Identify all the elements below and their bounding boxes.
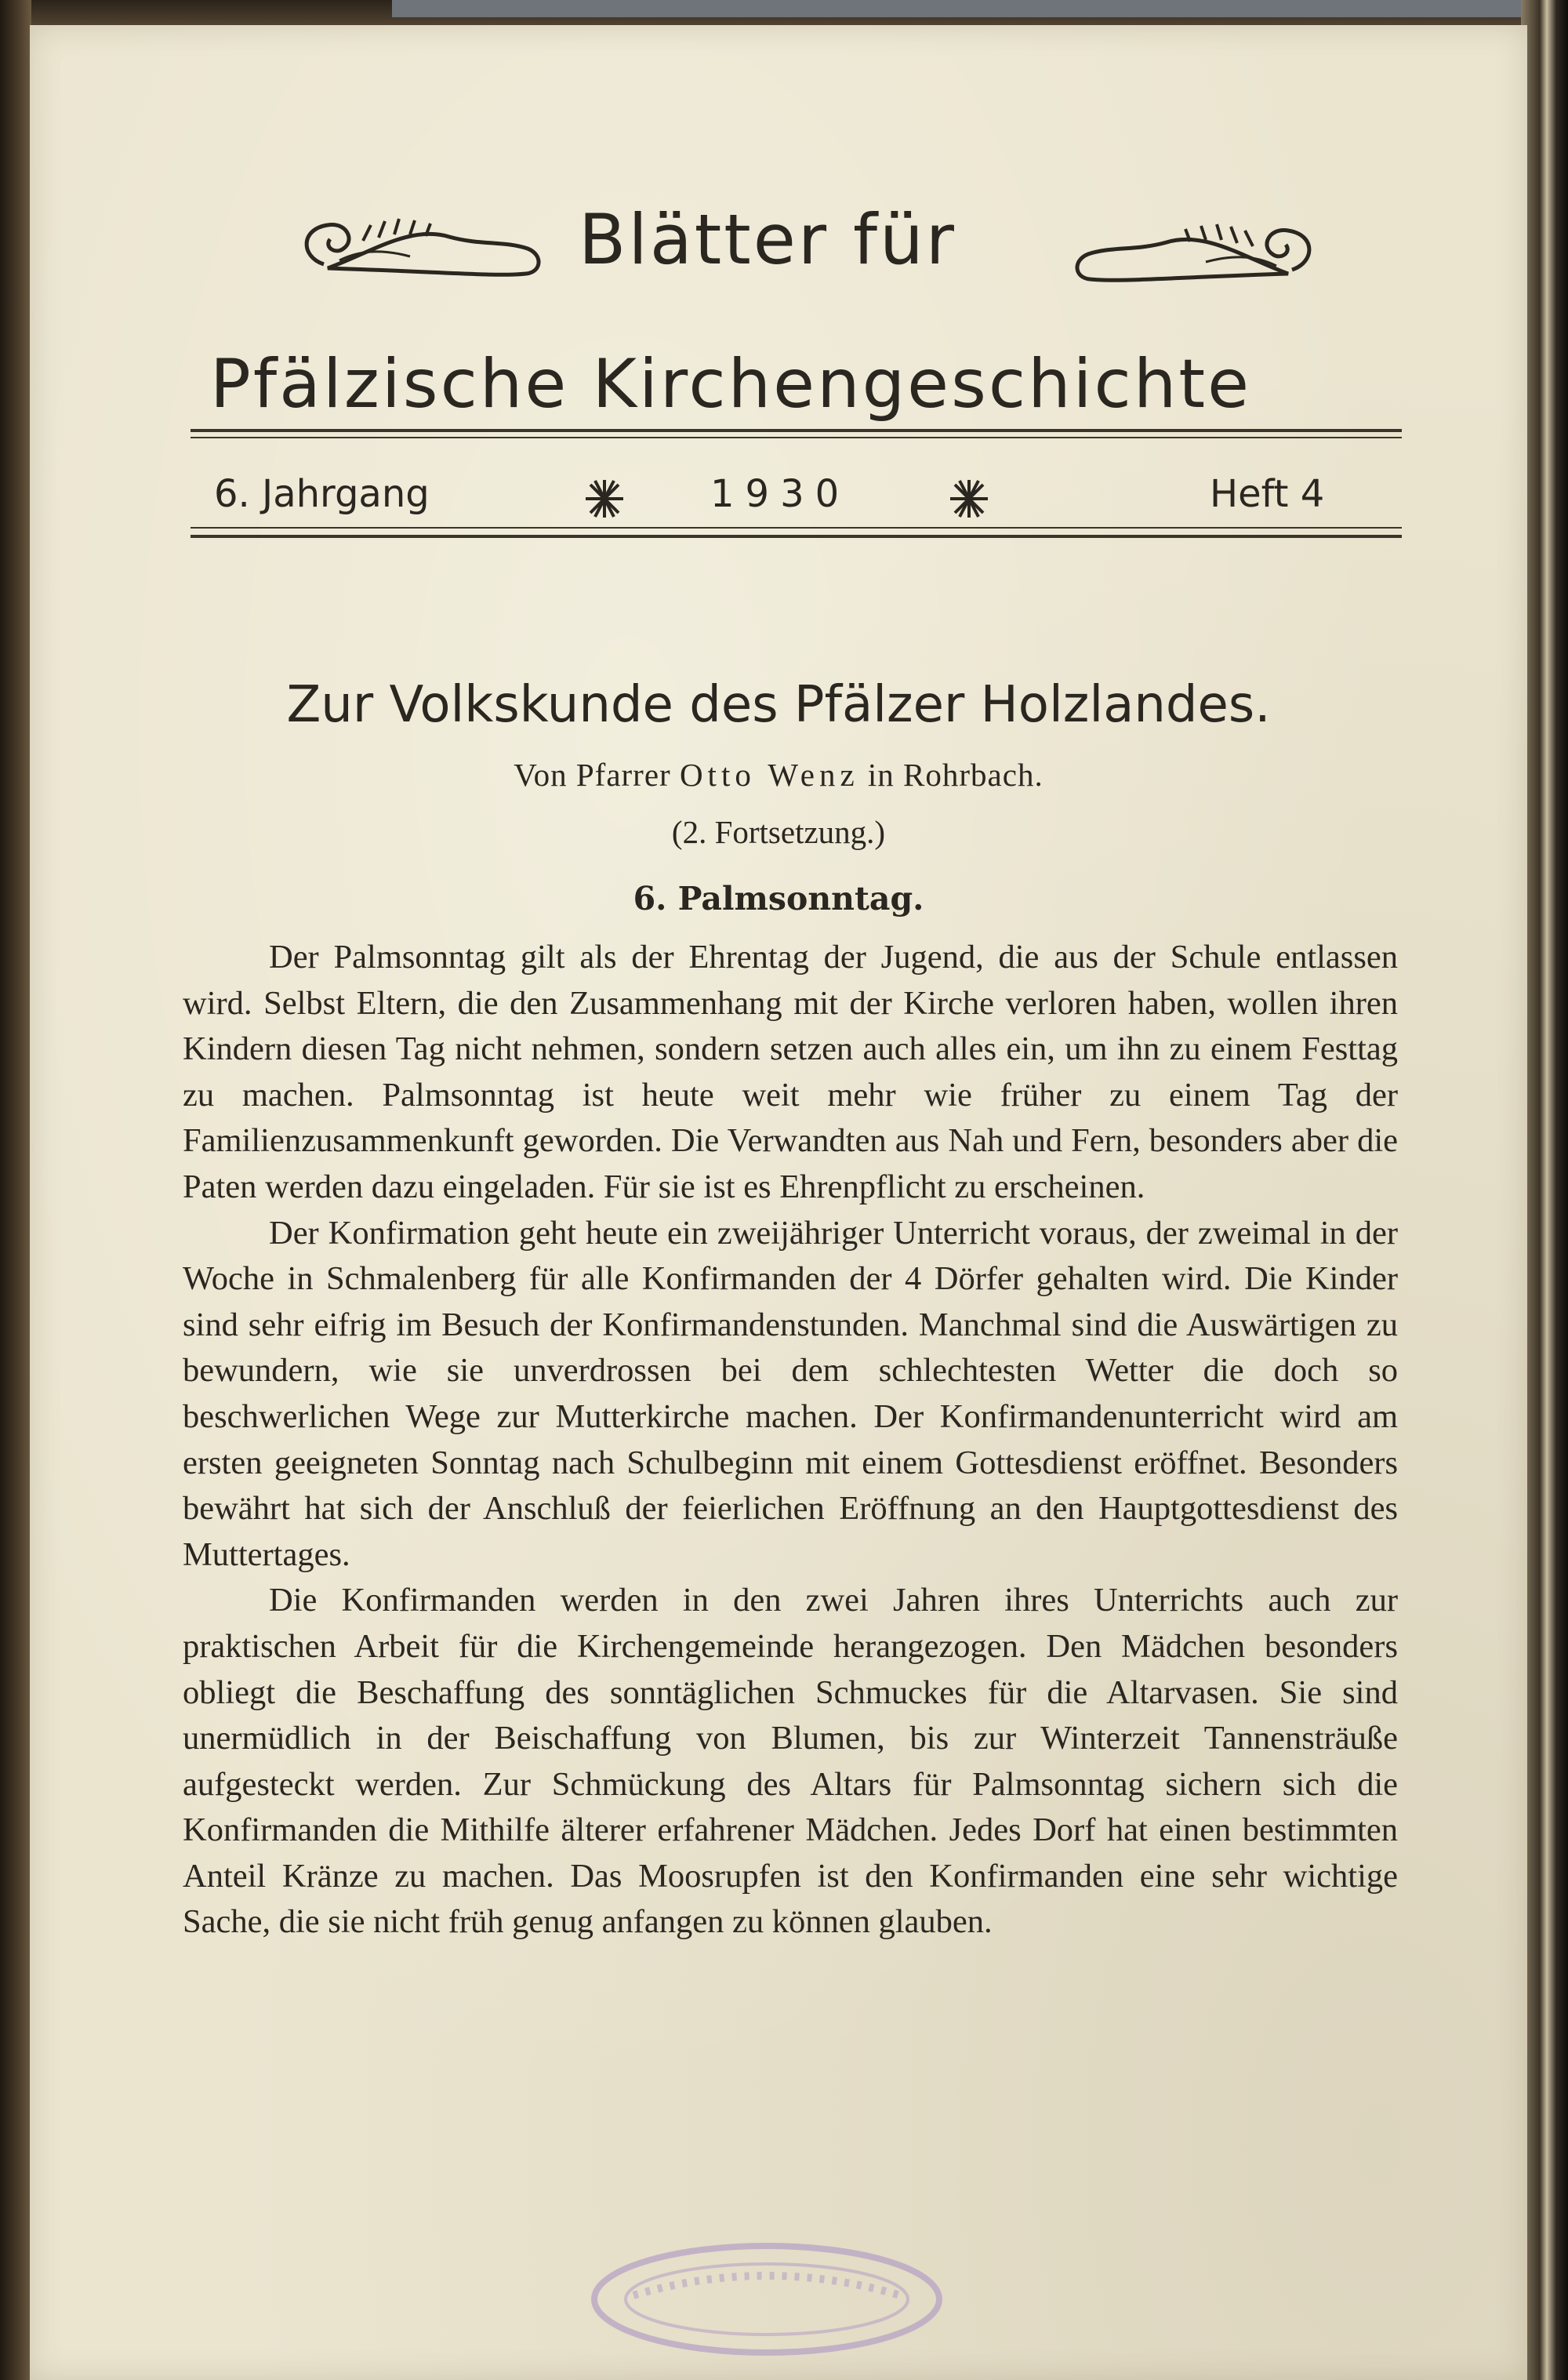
year-label: 1930: [710, 472, 851, 516]
author-prefix: Von Pfarrer: [514, 757, 671, 793]
right-scroll-ornament: [1065, 199, 1323, 293]
author-suffix: in Rohrbach.: [867, 757, 1044, 793]
section-heading: 6. Palmsonntag.: [633, 880, 924, 917]
bottom-double-rule-thin: [191, 527, 1402, 529]
top-double-rule: [191, 429, 1402, 432]
top-double-rule-thin: [191, 437, 1402, 438]
article-title: Zur Volkskunde des Pfälzer Holzlandes.: [286, 676, 1271, 734]
continuation-note: (2. Fortsetzung.): [671, 814, 886, 850]
paragraph: Die Konfirmanden werden in den zwei Jahren ihres Unterrichts auch zur praktischen Arbeit für die Kirchengemeinde herangezogen. Den Mädchen besonders obliegt die Beschaffung des sonntäglichen Schmuckes für die Altarvasen. Sie sind unermüdlich in der Beischaffung von Blumen, bis zur Winterzeit Tannensträuße aufgesteckt werden. Zur Schmückung des Altars für Palmsonntag sichern sich die Konfirmanden die Mithilfe älterer erfahrener Mädchen. Jedes Dorf hat einen bestimmten Anteil Kränze zu machen. Das Moosrupfen ist den Konfirmanden eine sehr wichtige Sache, die sie nicht früh genug anfangen zu können glauben.: [183, 1582, 1398, 1941]
paragraph: Der Palmsonntag gilt als der Ehrentag der Jugend, die aus der Schule entlassen wird. Selbst Eltern, die den Zusammenhang mit der Kirche verloren haben, wollen ihren Kindern diesen Tag nicht nehmen, sondern setzen auch alles ein, um ihn zu einem Festtag zu machen. Palmsonntag ist heute weit mehr wie früher zu einem Tag der Familienzusammenkunft geworden. Die Verwandten aus Nah und Fern, besonders aber die Paten werden dazu eingeladen. Für sie ist es Ehrenpflicht zu erscheinen.: [183, 939, 1398, 1205]
left-scroll-ornament: [292, 194, 551, 288]
journal-title-line-2: Pfälzische Kirchengeschichte: [210, 345, 1251, 423]
article-body: [183, 935, 1398, 1946]
paragraph: Der Konfirmation geht heute ein zweijähriger Unterricht voraus, der zweimal in der Woche in Schmalenberg für alle Konfirmanden der 4 Dörfer gehalten wird. Die Kinder sind sehr eifrig im Besuch der Konfirmandenstunden. Manchmal sind die Auswärtigen zu bewundern, wie sie unverdrossen bei dem schlechtesten Wetter die doch so beschwerlichen Wege zur Mutterkirche machen. Der Konfirmandenunterricht wird am ersten geeigneten Sonntag nach Schulbeginn mit einem Gottesdienst eröffnet. Besonders bewährt hat sich der Anschluß der feierlichen Eröffnung an den Hauptgottesdienst des Muttertages.: [183, 1214, 1398, 1573]
book-fore-edge: [1521, 0, 1568, 2380]
journal-page: [30, 25, 1527, 2380]
book-gutter: [0, 0, 31, 2380]
author-name: Otto Wenz: [679, 757, 859, 793]
author-line: [30, 756, 1527, 794]
library-stamp: [579, 2240, 955, 2358]
volume-label: 6. Jahrgang: [214, 472, 430, 516]
journal-title-line-1: Blätter für: [579, 199, 956, 280]
bottom-double-rule: [191, 535, 1402, 538]
asterisk-ornament-right: [949, 478, 989, 519]
asterisk-ornament-left: [584, 478, 625, 519]
issue-label: Heft 4: [1210, 472, 1325, 516]
